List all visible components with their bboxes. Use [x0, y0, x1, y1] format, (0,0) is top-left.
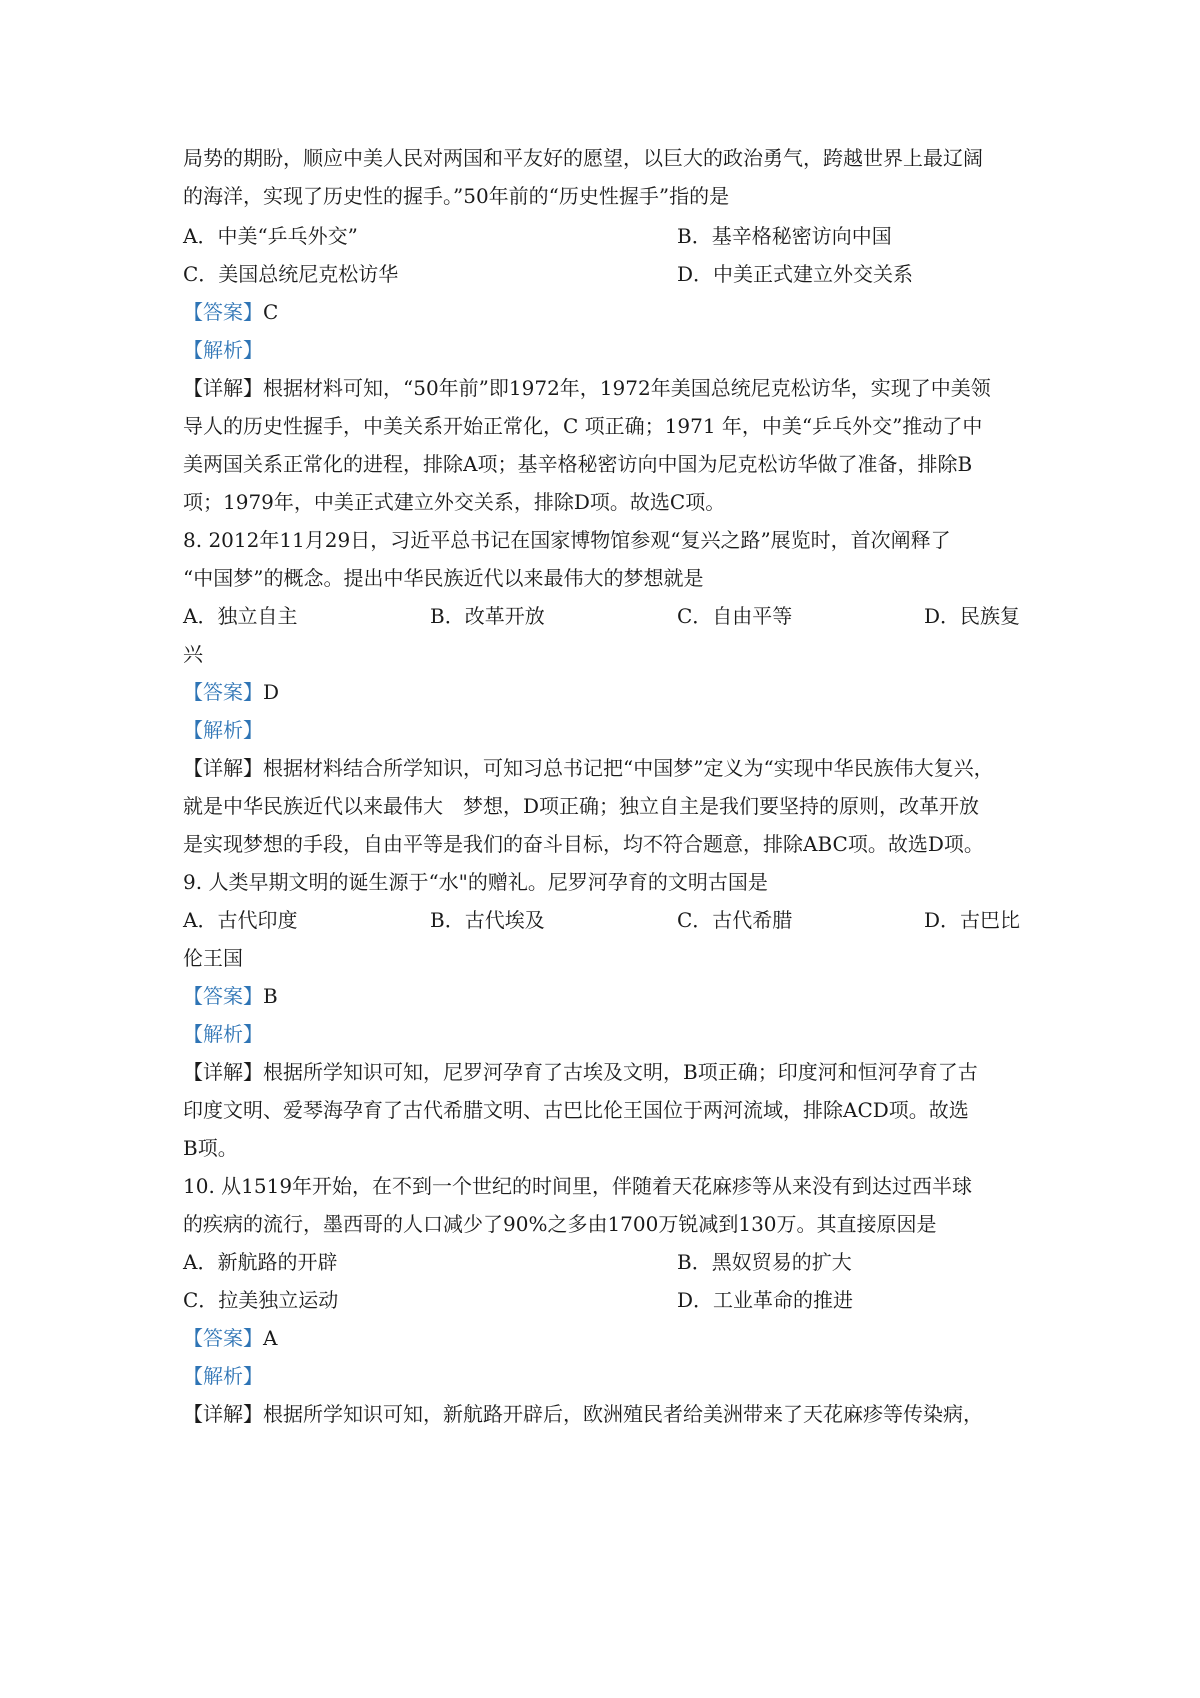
q7-detail-line-4: 项；1979年，中美正式建立外交关系，排除D项。故选C项。 [183, 490, 726, 514]
q7-stem-line-1: 局势的期盼，顺应中美人民对两国和平友好的愿望，以巨大的政治勇气，跨越世界上最辽阔 [183, 146, 983, 170]
q10-option-b: B．黑奴贸易的扩大 [677, 1250, 852, 1274]
q7-detail-line-1 [183, 374, 991, 402]
detail-tag: 【详解】 [183, 376, 263, 400]
q8-option-a: A．独立自主 [183, 604, 298, 628]
q10-option-a: A．新航路的开辟 [183, 1250, 338, 1274]
q9-option-a: A．古代印度 [183, 908, 298, 932]
q9-option-d-wrap: 伦王国 [183, 946, 243, 970]
detail-text: 根据所学知识可知，尼罗河孕育了古埃及文明，B项正确；印度河和恒河孕育了古 [263, 1060, 978, 1084]
q10-stem-line-1: 10. 从1519年开始，在不到一个世纪的时间里，伴随着天花麻疹等从来没有到达过西半球 [183, 1174, 973, 1198]
detail-tag: 【详解】 [183, 1060, 263, 1084]
detail-tag: 【详解】 [183, 756, 263, 780]
q7-detail-line-3: 美两国关系正常化的进程，排除A项；基辛格秘密访向中国为尼克松访华做了准备，排除B [183, 452, 973, 476]
q9-option-b: B．古代埃及 [430, 908, 545, 932]
q7-option-c: C．美国总统尼克松访华 [183, 262, 399, 286]
q9-option-d: D．古巴比 [924, 908, 1021, 932]
q10-option-c: C．拉美独立运动 [183, 1288, 339, 1312]
q8-option-d: D．民族复 [924, 604, 1021, 628]
q8-analysis-tag: 【解析】 [183, 718, 263, 742]
q9-detail-line-3: B项。 [183, 1136, 238, 1160]
q7-stem-line-2: 的海洋，实现了历史性的握手。”50年前的“历史性握手”指的是 [183, 184, 730, 208]
q8-stem-line-1: 8. 2012年11月29日，习近平总书记在国家博物馆参观“复兴之路”展览时，首次阐释了 [183, 528, 951, 552]
q8-stem-line-2: “中国梦”的概念。提出中华民族近代以来最伟大的梦想就是 [183, 566, 704, 590]
answer-tag: 【答案】 [183, 1326, 263, 1350]
q10-analysis-tag: 【解析】 [183, 1364, 263, 1388]
answer-value: A [263, 1326, 278, 1350]
detail-text: 根据所学知识可知，新航路开辟后，欧洲殖民者给美洲带来了天花麻疹等传染病， [263, 1402, 983, 1426]
q9-analysis-tag: 【解析】 [183, 1022, 263, 1046]
q8-detail-line-1 [183, 754, 994, 782]
q9-detail-line-2: 印度文明、爱琴海孕育了古代希腊文明、古巴比伦王国位于两河流域，排除ACD项。故选 [183, 1098, 969, 1122]
q9-stem-line-1: 9. 人类早期文明的诞生源于“水"的赠礼。尼罗河孕育的文明古国是 [183, 870, 768, 894]
q7-option-b: B．基辛格秘密访向中国 [677, 224, 892, 248]
q10-detail-line-1 [183, 1400, 983, 1428]
q8-option-b: B．改革开放 [430, 604, 545, 628]
q10-option-d: D．工业革命的推进 [677, 1288, 854, 1312]
q9-option-c: C．古代希腊 [677, 908, 793, 932]
answer-tag: 【答案】 [183, 680, 263, 704]
answer-tag: 【答案】 [183, 984, 263, 1008]
answer-value: C [263, 300, 279, 324]
q9-detail-line-1 [183, 1058, 978, 1086]
detail-text: 根据材料可知，“50年前”即1972年，1972年美国总统尼克松访华，实现了中美领 [263, 376, 991, 400]
q8-option-d-wrap: 兴 [183, 642, 203, 666]
q10-stem-line-2: 的疾病的流行，墨西哥的人口减少了90%之多由1700万锐减到130万。其直接原因是 [183, 1212, 937, 1236]
answer-value: B [263, 984, 278, 1008]
q10-answer [183, 1324, 277, 1352]
q8-detail-line-3: 是实现梦想的手段，自由平等是我们的奋斗目标，均不符合题意，排除ABC项。故选D项。 [183, 832, 984, 856]
answer-tag: 【答案】 [183, 300, 263, 324]
answer-value: D [263, 680, 280, 704]
q9-answer [183, 982, 278, 1010]
detail-text: 根据材料结合所学知识，可知习总书记把“中国梦”定义为“实现中华民族伟大复兴， [263, 756, 994, 780]
q7-option-a: A．中美“乒乓外交” [183, 224, 358, 248]
q7-detail-line-2: 导人的历史性握手，中美关系开始正常化，C 项正确；1971 年，中美“乒乓外交”推动了中 [183, 414, 983, 438]
q8-detail-line-2: 就是中华民族近代以来最伟大 梦想，D项正确；独立自主是我们要坚持的原则，改革开放 [183, 794, 980, 818]
q8-option-c: C．自由平等 [677, 604, 793, 628]
detail-tag: 【详解】 [183, 1402, 263, 1426]
q7-option-d: D．中美正式建立外交关系 [677, 262, 914, 286]
q8-answer [183, 678, 279, 706]
q7-analysis-tag: 【解析】 [183, 338, 263, 362]
q7-answer [183, 298, 278, 326]
